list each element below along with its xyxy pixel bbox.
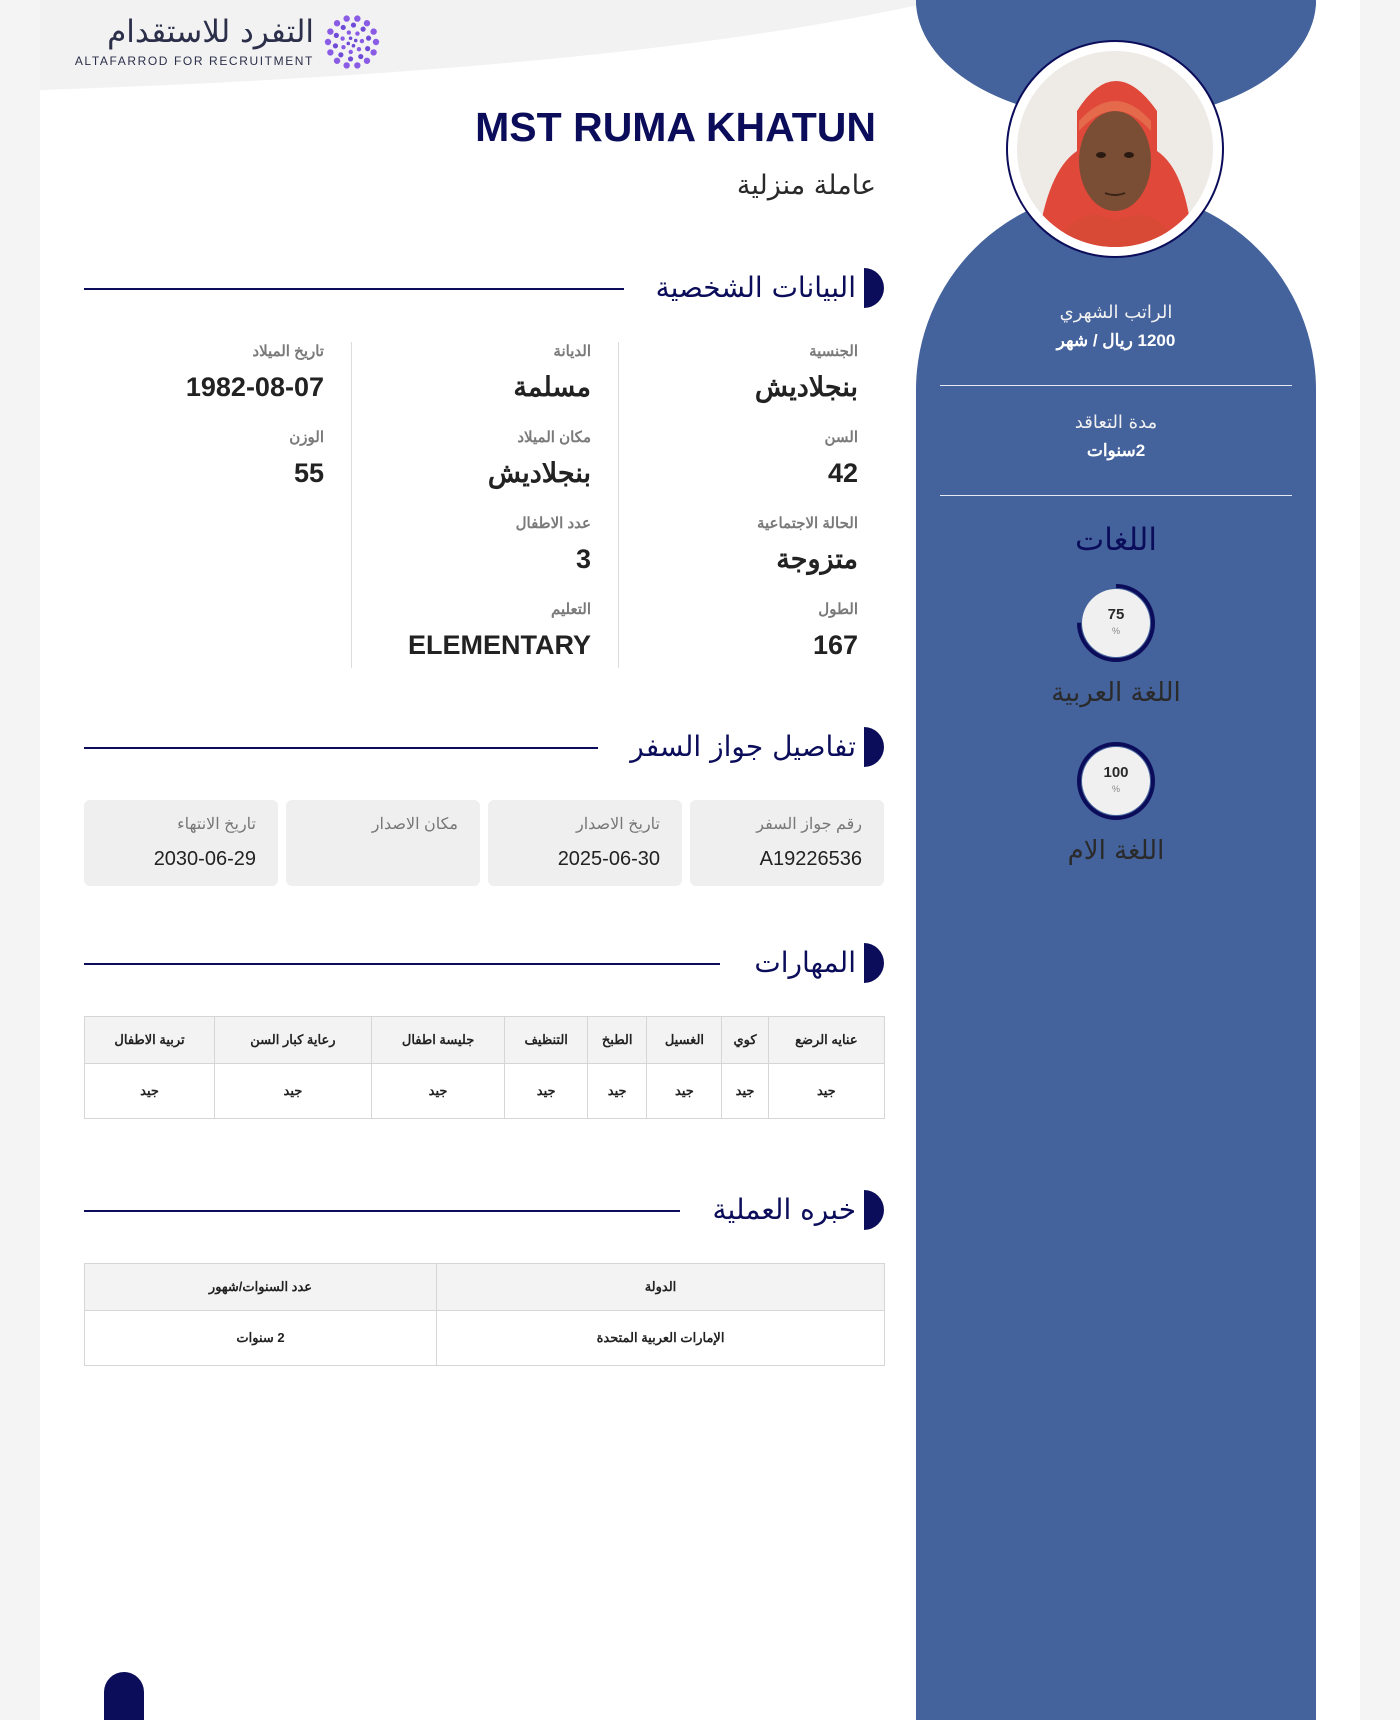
field-value: بنجلاديش xyxy=(487,458,591,488)
field-education xyxy=(408,600,591,661)
contract-block xyxy=(940,412,1292,461)
skill-header: عنايه الرضع xyxy=(768,1017,884,1064)
logo-dot xyxy=(340,36,344,40)
field-children xyxy=(516,514,591,575)
languages-title: اللغات xyxy=(1075,522,1157,558)
field-label: الحالة الاجتماعية xyxy=(756,515,858,532)
field-label: الديانة xyxy=(553,343,591,360)
experience-country: الإمارات العربية المتحدة xyxy=(437,1311,885,1366)
section-header-passport xyxy=(84,725,884,769)
skill-rating: جيد xyxy=(768,1064,884,1119)
experience-header: الدولة xyxy=(437,1264,885,1311)
logo-dot xyxy=(357,47,361,51)
skill-rating: جيد xyxy=(647,1064,722,1119)
logo-dot xyxy=(352,44,356,48)
passport-label: مكان الاصدار xyxy=(371,816,458,833)
company-logo xyxy=(60,14,380,74)
table-row xyxy=(85,1064,885,1119)
skill-header: جليسة اطفال xyxy=(371,1017,505,1064)
section-header-skills xyxy=(84,941,884,985)
section-header-experience xyxy=(84,1188,884,1232)
field-marital-status xyxy=(757,514,858,575)
skills-table xyxy=(84,1016,885,1119)
job-title: عاملة منزلية xyxy=(736,170,876,201)
logo-dot xyxy=(341,45,345,49)
section-title: المهارات xyxy=(722,941,856,985)
experience-table xyxy=(84,1263,885,1366)
field-label: السن xyxy=(824,429,858,446)
field-birth-date xyxy=(186,342,324,403)
skill-header: كوي xyxy=(722,1017,768,1064)
passport-label: رقم جواز السفر xyxy=(756,816,862,833)
field-value: متزوجة xyxy=(776,544,858,574)
personal-column xyxy=(618,342,884,668)
field-label: التعليم xyxy=(551,601,591,618)
section-rule xyxy=(84,288,624,290)
logo-dot xyxy=(333,43,338,48)
logo-dot xyxy=(354,39,358,43)
section-rule xyxy=(84,747,600,749)
contract-label: مدة التعاقد xyxy=(1074,412,1158,433)
logo-dot xyxy=(354,62,360,68)
logo-dot xyxy=(334,20,340,26)
logo-dot xyxy=(334,33,339,38)
logo-dot xyxy=(327,28,333,34)
gauge-ring xyxy=(1075,740,1157,822)
salary-value: 1200 ريال / شهر xyxy=(1056,331,1176,350)
salary-block xyxy=(940,302,1292,351)
section-title: خبره العملية xyxy=(680,1188,856,1232)
section-rule xyxy=(84,963,720,965)
logo-dot xyxy=(343,62,349,68)
cv-page xyxy=(40,0,1360,1720)
logo-dot xyxy=(365,46,370,51)
personal-column xyxy=(351,342,617,668)
table-row xyxy=(85,1311,885,1366)
logo-dot xyxy=(364,20,370,26)
field-religion xyxy=(513,342,591,403)
passport-value: 2025-06-30 xyxy=(557,848,660,870)
logo-dot xyxy=(361,27,366,32)
logo-dot xyxy=(370,49,376,55)
skill-header: تربية الاطفال xyxy=(85,1017,215,1064)
field-weight xyxy=(289,428,324,489)
language-gauge xyxy=(1075,740,1157,822)
field-label: تاريخ الميلاد xyxy=(252,343,324,360)
passport-value: 2030-06-29 xyxy=(153,848,256,870)
field-birth-place xyxy=(488,428,591,489)
passport-label: تاريخ الانتهاء xyxy=(177,816,256,833)
logo-dot xyxy=(327,49,333,55)
logo-dot xyxy=(360,39,364,43)
skill-rating: جيد xyxy=(587,1064,647,1119)
field-value: 55 xyxy=(293,458,324,488)
field-height xyxy=(813,600,858,661)
sidebar xyxy=(916,0,1316,1720)
skill-rating: جيد xyxy=(722,1064,768,1119)
gauge-ring xyxy=(1075,582,1157,664)
field-label: الطول xyxy=(818,601,858,618)
field-nationality xyxy=(755,342,858,403)
field-value: 42 xyxy=(827,458,858,488)
section-title: البيانات الشخصية xyxy=(624,266,856,310)
field-label: الوزن xyxy=(289,429,324,446)
field-value: ELEMENTARY xyxy=(407,630,591,660)
field-value: 167 xyxy=(812,630,858,660)
contract-value: 2سنوات xyxy=(1086,441,1146,460)
experience-duration: 2 سنوات xyxy=(85,1311,437,1366)
logo-dot xyxy=(354,15,360,21)
passport-value: A19226536 xyxy=(759,848,862,870)
field-age xyxy=(824,428,858,489)
field-value: 1982-08-07 xyxy=(185,372,324,402)
field-value: مسلمة xyxy=(513,372,591,402)
logo-english-text: ALTAFARROD FOR RECRUITMENT xyxy=(74,54,314,68)
logo-dot xyxy=(346,42,350,46)
personal-column xyxy=(84,342,350,668)
candidate-name: MST RUMA KHATUN xyxy=(475,104,876,150)
profile-photo-frame xyxy=(1006,40,1224,258)
field-label: الجنسية xyxy=(809,343,858,360)
skill-rating: جيد xyxy=(215,1064,372,1119)
logo-dot xyxy=(334,58,340,64)
decorative-pill xyxy=(104,1672,144,1720)
logo-dot xyxy=(343,15,349,21)
logo-dot xyxy=(366,36,371,41)
skill-header: رعاية كبار السن xyxy=(215,1017,372,1064)
logo-dot xyxy=(370,28,376,34)
passport-field xyxy=(488,800,682,886)
logo-dot xyxy=(355,31,359,35)
sidebar-divider xyxy=(940,385,1292,386)
profile-photo xyxy=(1017,51,1213,247)
language-gauge xyxy=(1075,582,1157,664)
language-name: اللغة الام xyxy=(1067,836,1165,866)
passport-label: تاريخ الاصدار xyxy=(575,816,660,833)
logo-dot xyxy=(325,39,331,45)
skill-header: التنظيف xyxy=(505,1017,587,1064)
gauge-value: 100 xyxy=(1103,764,1129,781)
logo-dot xyxy=(364,58,370,64)
logo-dot xyxy=(351,22,356,27)
section-title: تفاصيل جواز السفر xyxy=(598,725,856,769)
skill-header: الغسيل xyxy=(647,1017,722,1064)
logo-dots-icon xyxy=(324,14,380,70)
passport-field xyxy=(690,800,884,886)
gauge-value: 75 xyxy=(1107,606,1125,623)
skill-rating: جيد xyxy=(505,1064,587,1119)
logo-dot xyxy=(373,39,379,45)
salary-label: الراتب الشهري xyxy=(1059,302,1173,323)
skill-header: الطبخ xyxy=(587,1017,647,1064)
skill-rating: جيد xyxy=(85,1064,215,1119)
field-label: مكان الميلاد xyxy=(517,429,591,446)
column-divider xyxy=(618,342,619,668)
gauge-unit: % xyxy=(1111,784,1120,794)
logo-dot xyxy=(338,52,343,57)
table-header-row xyxy=(85,1017,885,1064)
logo-dot xyxy=(347,30,351,34)
section-header-personal xyxy=(84,266,884,310)
logo-dot xyxy=(349,36,353,40)
logo-arabic-text: التفرد للاستقدام xyxy=(107,14,314,50)
skill-rating: جيد xyxy=(371,1064,505,1119)
logo-dot xyxy=(341,25,346,30)
field-value: 3 xyxy=(575,544,591,574)
section-rule xyxy=(84,1210,682,1212)
field-value: بنجلاديش xyxy=(754,372,858,402)
passport-field xyxy=(286,800,480,886)
logo-dot xyxy=(348,56,353,61)
sidebar-divider xyxy=(940,495,1292,496)
table-header-row xyxy=(85,1264,885,1311)
logo-dot xyxy=(349,50,353,54)
field-label: عدد الاطفال xyxy=(515,515,591,532)
passport-field xyxy=(84,800,278,886)
experience-header: عدد السنوات/شهور xyxy=(85,1264,437,1311)
logo-dot xyxy=(358,54,363,59)
column-divider xyxy=(351,342,352,668)
language-name: اللغة العربية xyxy=(1051,678,1181,708)
gauge-unit: % xyxy=(1111,626,1120,636)
